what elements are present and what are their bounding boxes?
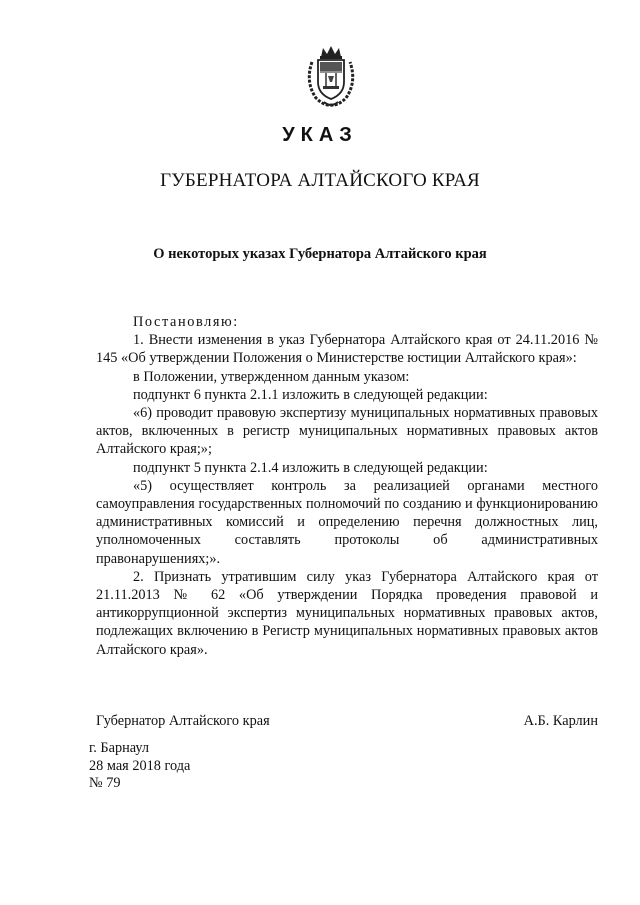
issue-city: г. Барнаул [89,740,150,756]
paragraph-3: подпункт 6 пункта 2.1.1 изложить в следующей редакции: [133,386,488,403]
paragraph-7: 2. Признать утратившим силу указ Губернатора Алтайского края от 21.11.2013 № 62 «Об утверждении Порядка проведения правовой и антикоррупционной экспертиз муниципальных нормативных правовых актов, подлежащих включению в Регистр муниципальных нормативных правовых актов Алтайского края». [96,568,598,658]
signature-block [96,713,598,730]
signatory-name: А.Б. Карлин [523,713,598,729]
paragraph-5: подпункт 5 пункта 2.1.4 изложить в следующей редакции: [133,459,488,476]
document-footer [89,740,190,793]
document-body [96,313,598,659]
signatory-position: Губернатор Алтайского края [96,713,270,729]
issuing-authority: ГУБЕРНАТОРА АЛТАЙСКОГО КРАЯ [160,170,480,191]
preamble: Постановляю: [133,314,239,330]
document-type: УКАЗ [282,124,358,146]
issue-date: 28 мая 2018 года [89,757,191,774]
paragraph-1: 1. Внести изменения в указ Губернатора Алтайского края от 24.11.2016 № 145 «Об утверждении Положения о Министерстве юстиции Алтайского края»: [96,332,598,367]
paragraph-6: «5) осуществляет контроль за реализацией органами местного самоуправления государственных полномочий по созданию и функционированию административных комиссий и определению перечня должностных лиц, уполномоченных составлять протоколы об административных правонарушениях;». [96,477,598,567]
paragraph-4: «6) проводит правовую экспертизу муниципальных нормативных правовых актов, включенных в регистр муниципальных нормативных правовых актов Алтайского края;»; [96,405,598,458]
document-title: О некоторых указах Губернатора Алтайского края [153,246,487,262]
altai-krai-coat-of-arms-icon [302,42,360,108]
paragraph-2: в Положении, утвержденном данным указом: [133,368,410,385]
document-number: № 79 [89,775,121,791]
